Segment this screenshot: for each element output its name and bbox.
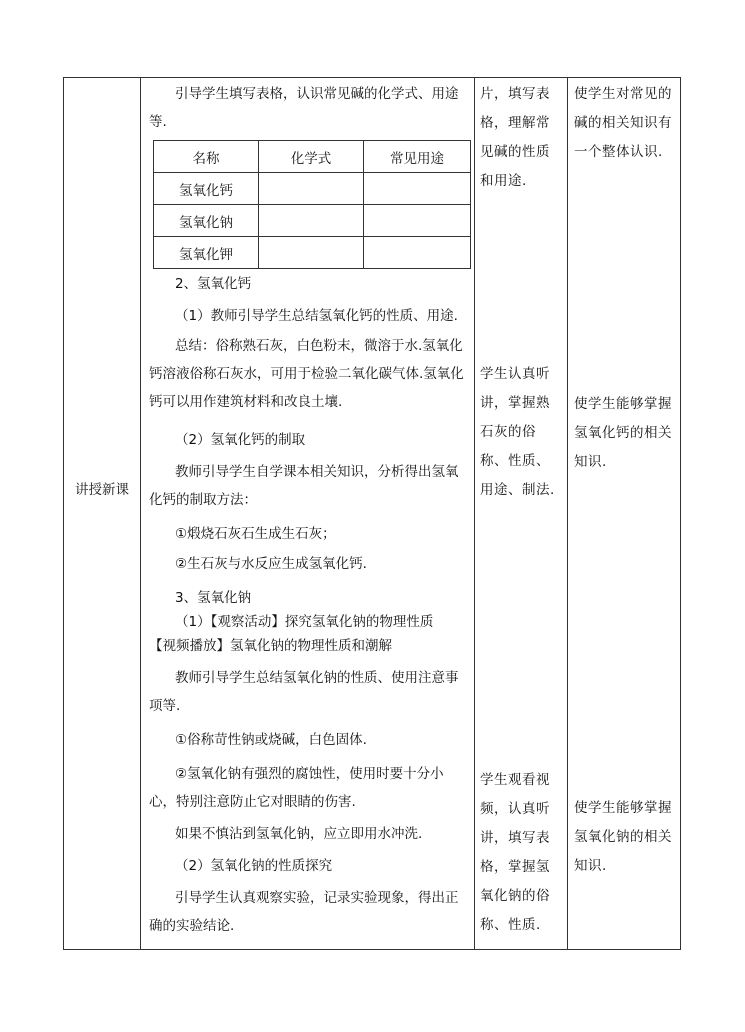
column-divider [140,78,141,949]
table-cell: 氢氧化钾 [154,237,259,269]
student-activity: 学生认真听讲，掌握熟石灰的俗称、性质、用途、制法. [480,366,555,498]
paragraph: （1）教师引导学生总结氢氧化钙的性质、用途. [175,308,458,324]
table-cell [364,205,471,237]
table-row [154,205,471,237]
design-purpose: 使学生能够掌握氢氧化钙的相关知识. [574,396,672,470]
table-cell [364,173,471,205]
table-cell [259,205,364,237]
section-title: 3、氢氧化钠 [175,590,252,606]
table-header: 常见用途 [364,141,471,173]
design-purpose: 使学生能够掌握氢氧化钠的相关知识. [574,800,672,874]
table-cell: 氢氧化钙 [154,173,259,205]
paragraph: （2）氢氧化钙的制取 [175,432,306,448]
paragraph: 【视频播放】氢氧化钠的物理性质和潮解 [149,638,392,654]
paragraph: 总结：俗称熟石灰，白色粉末，微溶于水.氢氧化钙溶液俗称石灰水，可用于检验二氧化碳气体.氢氧化钙可以用作建筑材料和改良土壤. [149,338,464,410]
paragraph: 教师引导学生总结氢氧化钠的性质、使用注意事项等. [149,670,459,714]
column-divider [474,78,475,949]
table-header: 名称 [154,141,259,173]
design-purpose: 使学生对常见的碱的相关知识有一个整体认识. [574,86,672,160]
paragraph: （2）氢氧化钠的性质探究 [175,858,333,874]
paragraph: ①煅烧石灰石生成生石灰； [175,526,336,542]
paragraph: （1）【观察活动】探究氢氧化钠的物理性质 [175,614,434,630]
paragraph: 教师引导学生自学课本相关知识，分析得出氢氧化钙的制取方法： [149,464,459,508]
student-activity: 学生观看视频，认真听讲，填写表格，掌握氢氧化钠的俗称、性质. [480,772,550,933]
table-cell [259,173,364,205]
student-activity: 片，填写表格，理解常见碱的性质和用途. [480,86,550,189]
table-cell: 氢氧化钠 [154,205,259,237]
table-cell [364,237,471,269]
paragraph: 如果不慎沾到氢氧化钠，应立即用水冲洗. [175,826,423,842]
stage-label: 讲授新课 [75,482,129,498]
table-header-row [154,141,471,173]
column-divider [567,78,568,949]
table-row [154,237,471,269]
section-title: 2、氢氧化钙 [175,276,252,292]
paragraph: ②氢氧化钠有强烈的腐蚀性，使用时要十分小心，特别注意防止它对眼睛的伤害. [149,766,444,810]
paragraph: ①俗称苛性钠或烧碱，白色固体. [175,732,367,748]
intro-text: 引导学生填写表格，认识常见碱的化学式、用途等. [149,86,459,130]
table-cell [259,237,364,269]
base-table [153,140,471,269]
paragraph: 引导学生认真观察实验，记录实验现象，得出正确的实验结论. [149,890,459,934]
table-header: 化学式 [259,141,364,173]
lesson-table [63,77,681,950]
table-row [154,173,471,205]
paragraph: ②生石灰与水反应生成氢氧化钙. [175,556,367,572]
